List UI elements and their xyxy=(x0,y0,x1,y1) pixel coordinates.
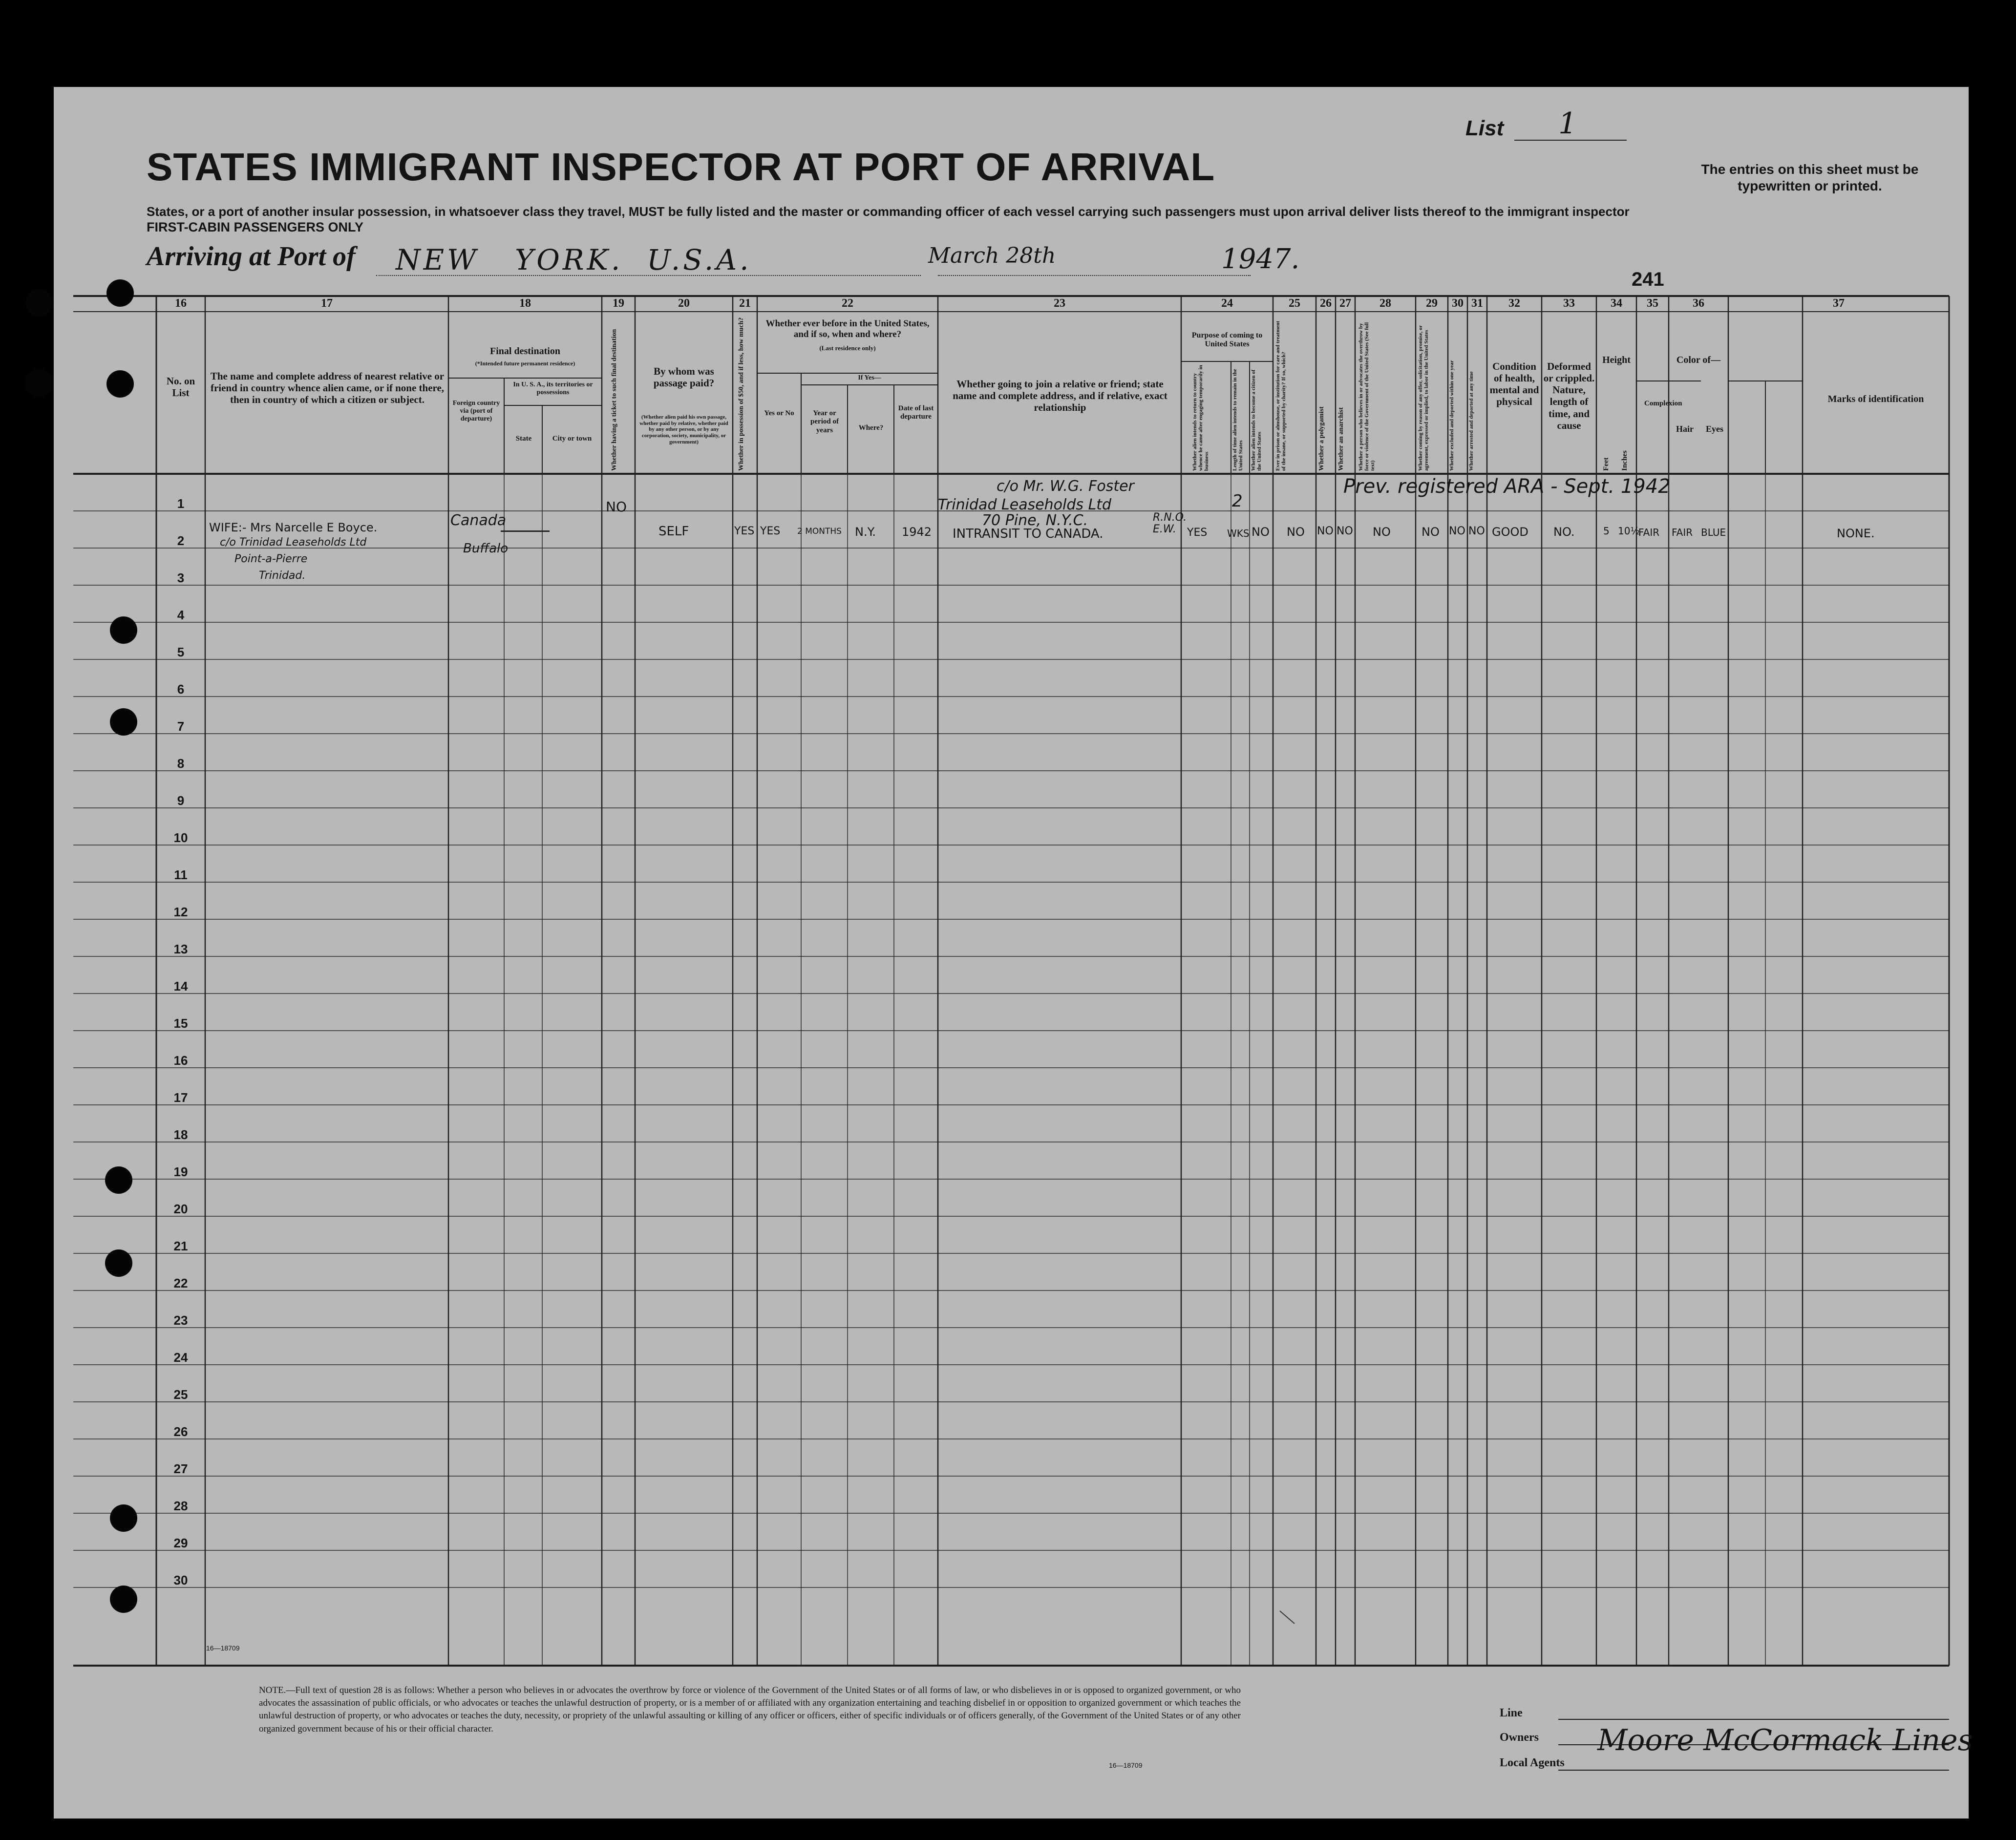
col-label-state: State xyxy=(515,435,532,443)
col-num-27: 27 xyxy=(1339,297,1351,310)
col-num-37: 37 xyxy=(1833,297,1845,310)
entry-city: Buffalo xyxy=(463,541,509,556)
binder-hole xyxy=(25,289,53,317)
col-label-yes-no: Yes or No xyxy=(764,409,794,417)
year-value: 1947. xyxy=(1221,243,1300,275)
entry-prison: NO xyxy=(1287,525,1305,539)
col-label-health: Condition of health, mental and physical xyxy=(1489,360,1539,408)
col-num-29: 29 xyxy=(1426,297,1438,310)
row-number: 14 xyxy=(173,979,188,994)
entry-ticket: NO xyxy=(606,499,627,515)
col-num-34: 34 xyxy=(1611,297,1622,310)
col-num-19: 19 xyxy=(613,297,624,310)
col-label-purpose-length: Length of time alien intends to remain in the United States xyxy=(1232,369,1244,471)
entry-join-line3: INTRANSIT TO CANADA. xyxy=(953,527,1103,541)
col-label-no-on-list: No. on List xyxy=(166,375,195,399)
col-label-purpose-return: Whether alien intends to return to country whence he came after engaging temporarily in business xyxy=(1192,365,1210,471)
row-number: 16 xyxy=(173,1053,188,1068)
col-label-deformed: Deformed or crippled. Nature, length of time, and cause xyxy=(1543,360,1595,431)
row-number: 7 xyxy=(177,719,185,734)
col-label-years: Year or period of years xyxy=(810,409,839,434)
binder-hole xyxy=(106,279,134,307)
entry-relative-line4: Trinidad. xyxy=(259,570,306,582)
col-num-21: 21 xyxy=(739,297,751,310)
binder-hole xyxy=(110,1586,137,1613)
row-number: 28 xyxy=(173,1499,188,1513)
list-label: List xyxy=(1465,116,1504,140)
row-number: 4 xyxy=(177,608,185,622)
col-num-26: 26 xyxy=(1320,297,1332,310)
col-label-ticket: Whether having a ticket to such final destination xyxy=(611,329,618,471)
col-label-possession: Whether in possession of $50, and if less, how much? xyxy=(738,317,745,471)
row-number: 1 xyxy=(177,496,185,511)
col-label-foreign-country: Foreign country via (port of departure) xyxy=(452,400,500,423)
row-number: 10 xyxy=(173,830,188,845)
col-num-30: 30 xyxy=(1452,297,1464,310)
entry-anarchist: NO xyxy=(1337,525,1353,537)
entry-relative-line1: WIFE:- Mrs Narcelle E Boyce. xyxy=(209,521,378,534)
row-number: 17 xyxy=(173,1090,188,1105)
entry-stamp: R.N.O. E.W. xyxy=(1153,511,1187,536)
entry-ever-before: YES xyxy=(760,525,781,537)
entry-deformed: NO. xyxy=(1553,525,1575,539)
owners-label: Owners xyxy=(1500,1731,1539,1744)
entry-relative-line3: Point-a-Pierre xyxy=(234,553,308,565)
row-number: 5 xyxy=(177,645,185,659)
col-num-25: 25 xyxy=(1289,297,1300,310)
col-label-date-departure: Date of last departure xyxy=(898,404,934,421)
list-value: 1 xyxy=(1558,106,1577,141)
entry-paid-by: SELF xyxy=(658,524,689,539)
entry-remark: Prev. registered ARA - Sept. 1942 xyxy=(1343,475,1671,498)
col-label-eyes: Eyes xyxy=(1706,424,1723,434)
col-num-32: 32 xyxy=(1508,297,1520,310)
col-num-17: 17 xyxy=(321,297,333,310)
row-number: 18 xyxy=(173,1127,188,1142)
entry-feet: 5 xyxy=(1603,525,1610,537)
col-label-polygamist: Whether a polygamist xyxy=(1318,406,1325,471)
col-label-labor: Whether coming by reason of any offer, solicitation, promise, or agreement, expressed or implied, to labor in the United States xyxy=(1418,325,1430,471)
col-label-marks: Marks of identification xyxy=(1827,394,1924,404)
row-number: 6 xyxy=(177,682,185,697)
entry-purpose-citizen: NO xyxy=(1252,525,1270,539)
entry-purpose-return: YES xyxy=(1187,527,1208,539)
row-number: 29 xyxy=(173,1536,188,1550)
typewritten-note: The entries on this sheet must be typewritten or printed. xyxy=(1701,162,1919,193)
form-number-table: 16—18709 xyxy=(206,1644,240,1652)
entry-relative-line2: c/o Trinidad Leaseholds Ltd xyxy=(220,536,367,549)
col-label-complexion: Complexion xyxy=(1644,400,1682,407)
col-note-paid-by: (Whether alien paid his own passage, whether paid by relative, whether paid by any other person, or by any corporation, society, municipality, or government) xyxy=(639,414,728,445)
stamp-number: 241 xyxy=(1632,269,1664,290)
entry-polygamist: NO xyxy=(1317,525,1334,537)
row-number: 30 xyxy=(173,1573,188,1587)
col-note-final-destination: (*Intended future permanent residence) xyxy=(475,360,575,367)
entry-arrested: NO xyxy=(1468,525,1485,537)
entry-excluded: NO xyxy=(1449,525,1465,537)
binder-hole xyxy=(105,1249,132,1277)
col-num-16: 16 xyxy=(175,297,187,310)
form-subtitle: States, or a port of another insular possession, in whatsoever class they travel, MUST be fully listed and the master or commanding officer of each vessel carrying such passengers must upon arrival deliver lists thereof to the immigrant inspector xyxy=(147,204,1630,219)
row-number: 25 xyxy=(173,1387,188,1402)
col-label-ever-before: Whether ever before in the United States, and if so, when and where? xyxy=(765,318,930,339)
col-label-anarchist: Whether an anarchist xyxy=(1337,407,1345,471)
entry-labor: NO xyxy=(1422,525,1440,539)
col-label-final-destination: Final destination xyxy=(490,346,560,357)
line-label: Line xyxy=(1500,1707,1523,1719)
binder-hole xyxy=(106,370,134,398)
form-number-footer: 16—18709 xyxy=(1109,1761,1143,1769)
col-label-height: Height xyxy=(1602,355,1631,365)
col-num-24: 24 xyxy=(1221,297,1233,310)
binder-hole xyxy=(110,616,137,644)
row-number: 9 xyxy=(177,793,185,808)
col-label-city: City or town xyxy=(552,435,592,443)
entry-where: N.Y. xyxy=(855,525,876,539)
binder-hole xyxy=(105,1166,132,1194)
entry-join-line1: Trinidad Leaseholds Ltd xyxy=(938,496,1112,513)
col-label-hair: Hair xyxy=(1676,424,1694,434)
col-num-33: 33 xyxy=(1563,297,1575,310)
col-label-relative: The name and complete address of nearest relative or friend in country whence alien came, or if none there, then in country of which a citizen or subject. xyxy=(210,370,445,406)
col-label-prison: Ever in prison or almshouse, or institution for care and treatment of the insane, or supported by charity? If so, which? xyxy=(1275,320,1287,471)
row-number: 8 xyxy=(177,756,185,771)
entry-possession: YES xyxy=(734,525,755,537)
col-num-23: 23 xyxy=(1054,297,1065,310)
row-number: 13 xyxy=(173,942,188,956)
row-number: 15 xyxy=(173,1016,188,1031)
col-num-36: 36 xyxy=(1693,297,1704,310)
footer-note: NOTE.—Full text of question 28 is as follows: Whether a person who believes in or advocates the overthrow by force or violence of the Government of the United States or of all forms of law, or who disbelieves in or is opposed to organized government, or who advocates the assassination of public officials, or who advocates or teaches the unlawful destruction of property, or is a member of or affiliated with any organization entertaining and teaching disbelief in or opposition to organized government or which teaches the unlawful destruction of property, or who advocates or teaches the duty, necessity, or propriety of the unlawful assaulting or killing of any officer or officers, either of specific individuals or of officers generally, of the Government of the United States or of any other organized government because of his or their official character. xyxy=(259,1685,1241,1734)
col-label-where: Where? xyxy=(858,424,884,432)
row-number: 2 xyxy=(177,533,185,548)
row-number: 26 xyxy=(173,1424,188,1439)
entry-purpose-length-num: 2 xyxy=(1232,491,1243,511)
agents-label: Local Agents xyxy=(1500,1756,1565,1769)
manifest-sheet xyxy=(54,87,1973,1819)
strike-state xyxy=(501,530,550,532)
col-num-28: 28 xyxy=(1379,297,1391,310)
col-label-join-relative: Whether going to join a relative or friend; state name and complete address, and if relative, exact relationship xyxy=(953,378,1167,414)
binder-hole xyxy=(110,1504,137,1532)
row-number: 11 xyxy=(174,867,188,882)
entry-inches: 10½ xyxy=(1618,525,1640,537)
binder-hole xyxy=(25,369,53,397)
row-number: 21 xyxy=(173,1239,188,1253)
row-number: 24 xyxy=(173,1350,188,1365)
col-num-35: 35 xyxy=(1647,297,1658,310)
col-num-31: 31 xyxy=(1471,297,1483,310)
entry-health: GOOD xyxy=(1492,525,1528,539)
table-grid xyxy=(54,87,1969,1819)
col-label-purpose: Purpose of coming to United States xyxy=(1191,331,1263,349)
row-number: 19 xyxy=(173,1164,188,1179)
col-num-22: 22 xyxy=(842,297,853,310)
col-label-purpose-citizen: Whether alien intends to become a citizen of the United States xyxy=(1251,369,1263,471)
col-label-color-of: Color of— xyxy=(1676,355,1721,365)
entry-years: 2 MONTHS xyxy=(797,527,842,536)
col-label-overthrow: Whether a person who believes in or advocates the overthrow by force or violence of the Government of the United States (See full text) xyxy=(1358,322,1376,471)
row-number: 23 xyxy=(173,1313,188,1328)
col-label-if-yes: If Yes— xyxy=(858,374,881,381)
col-label-arrested: Whether arrested and deported at any time xyxy=(1468,371,1474,471)
cabin-class: FIRST-CABIN PASSENGERS ONLY xyxy=(147,220,364,234)
entry-complexion: FAIR xyxy=(1638,527,1660,538)
entry-join-line2: 70 Pine, N.Y.C. xyxy=(982,512,1088,529)
row-number: 27 xyxy=(173,1461,188,1476)
row-number: 22 xyxy=(173,1276,188,1290)
entry-foreign-country: Canada xyxy=(450,512,507,529)
entry-purpose-length: WKS xyxy=(1227,528,1250,539)
col-label-in-usa: In U. S. A., its territories or possessions xyxy=(513,381,593,397)
row-number: 3 xyxy=(177,571,185,585)
binder-hole xyxy=(110,708,137,736)
date-value: March 28th xyxy=(928,243,1056,268)
row-number: 12 xyxy=(173,905,188,919)
entry-eyes: BLUE xyxy=(1701,527,1726,538)
entry-overthrow: NO xyxy=(1373,525,1391,539)
col-label-feet: Feet xyxy=(1602,457,1610,471)
row-number: 20 xyxy=(173,1202,188,1216)
entry-departure: 1942 xyxy=(902,525,932,539)
port-value: NEW YORK. U.S.A. xyxy=(396,243,752,276)
entry-hair: FAIR xyxy=(1672,527,1693,538)
form-title: STATES IMMIGRANT INSPECTOR AT PORT OF ARRIVAL xyxy=(147,145,1215,189)
entry-marks: NONE. xyxy=(1837,527,1875,540)
agents-value: Moore McCormack Lines xyxy=(1597,1723,1973,1757)
arriving-label: Arriving at Port of xyxy=(147,241,356,272)
col-num-18: 18 xyxy=(519,297,531,310)
col-num-20: 20 xyxy=(678,297,690,310)
col-label-paid-by: By whom was passage paid? xyxy=(653,365,715,389)
entry-join-line0: c/o Mr. W.G. Foster xyxy=(997,478,1134,495)
col-label-inches: Inches xyxy=(1621,450,1629,471)
col-note-ever-before: (Last residence only) xyxy=(819,344,876,352)
col-label-excluded: Whether excluded and deported within one year xyxy=(1449,360,1455,471)
